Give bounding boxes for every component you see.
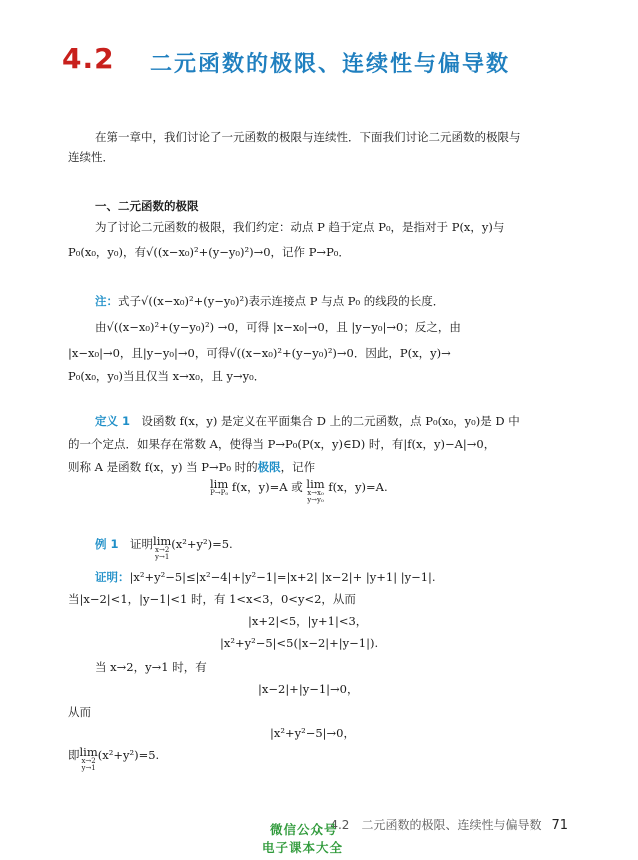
definition-line-1 [95,412,520,430]
conclusion-limit: lim x→2 y→1 [79,745,98,772]
definition-label: 定义 1 [95,414,131,428]
proof-eq-2: |x²+y²−5|<5(|x−2|+|y−1|). [220,636,379,650]
watermark-line-1: 微信公众号 [270,822,338,837]
example-line [95,535,233,561]
definition-text-3: 则称 A 是函数 f(x，y) 当 P→P₀ 时的 [68,460,258,474]
running-head: 4.2 二元函数的极限、连续性与偏导数 [330,818,542,832]
section-title: 二元函数的极限、连续性与偏导数 [150,52,511,77]
proof-line-3: 当 x→2，y→1 时，有 [95,660,207,674]
proof-eq-1: |x+2|<5，|y+1|<3， [248,614,368,628]
intro-line-1: 在第一章中，我们讨论了一元函数的极限与连续性．下面我们讨论二元函数的极限与 [95,130,521,144]
note-text-1: 式子√((x−x₀)²+(y−y₀)²)表示连接点 P 与点 P₀ 的线段的长度． [118,294,445,308]
section-number: 4.2 [62,42,115,75]
definition-text-1: 设函数 f(x，y) 是定义在平面集合 D 上的二元函数，点 P₀(x₀，y₀)是 D 中 [141,414,520,428]
definition-formula [210,478,388,504]
note-line-1 [95,292,444,310]
note-label: 注： [95,294,118,308]
watermark-line-2: 电子课本大全 [262,840,344,855]
definition-line-2: 的一个定点．如果存在常数 A，使得当 P→P₀(P(x，y)∈D) 时，有|f(x，y)−A|→0， [68,437,496,451]
subsection-heading: 一、二元函数的极限 [95,199,199,213]
note-line-2: 由√((x−x₀)²+(y−y₀)²) →0，可得 |x−x₀|→0，且 |y−y₀|→0；反之，由 [95,320,461,334]
note-line-3: |x−x₀|→0，且|y−y₀|→0，可得√((x−x₀)²+(y−y₀)²)→0．因此，P(x，y)→ [68,346,451,360]
proof-eq-3: |x−2|+|y−1|→0， [258,682,359,696]
note-line-4: P₀(x₀，y₀)当且仅当 x→x₀，且 y→y₀． [68,369,266,383]
example-label: 例 1 [95,537,119,551]
formula-part-1: f(x，y)=A 或 [231,480,303,494]
proof-label: 证明： [95,570,130,584]
example-limit: lim x→2 y→1 [153,534,172,561]
proof-conclusion: 即lim x→2 y→1 (x²+y²)=5. [68,745,160,772]
intro-line-2: 连续性． [68,150,114,164]
example-expr: (x²+y²)=5. [171,537,233,551]
definition-line-3 [68,458,315,476]
proof-line-4: 从而 [68,705,91,719]
convention-line-1: 为了讨论二元函数的极限，我们约定：动点 P 趋于定点 P₀，是指对于 P(x，y)与 [95,220,505,234]
proof-line-2: 当|x−2|<1，|y−1|<1 时，有 1<x<3，0<y<2，从而 [68,592,356,606]
example-statement: 证明 [130,537,154,551]
page-number: 71 [551,818,568,833]
proof-text-1: |x²+y²−5|≤|x²−4|+|y²−1|=|x+2| |x−2|+ |y+1| |y−1|. [129,570,436,584]
definition-term: 极限 [257,460,281,474]
limit-operator-1: lim P→P₀ [210,477,229,497]
proof-eq-4: |x²+y²−5|→0， [270,726,355,740]
convention-line-2: P₀(x₀，y₀)，有√((x−x₀)²+(y−y₀)²)→0，记作 P→P₀． [68,245,350,259]
limit-operator-2: lim x→x₀ y→y₀ [306,477,325,504]
definition-text-3b: ，记作 [280,460,316,474]
page-footer [330,816,568,833]
formula-part-2: f(x，y)=A. [328,480,388,494]
proof-line-1 [95,568,436,586]
